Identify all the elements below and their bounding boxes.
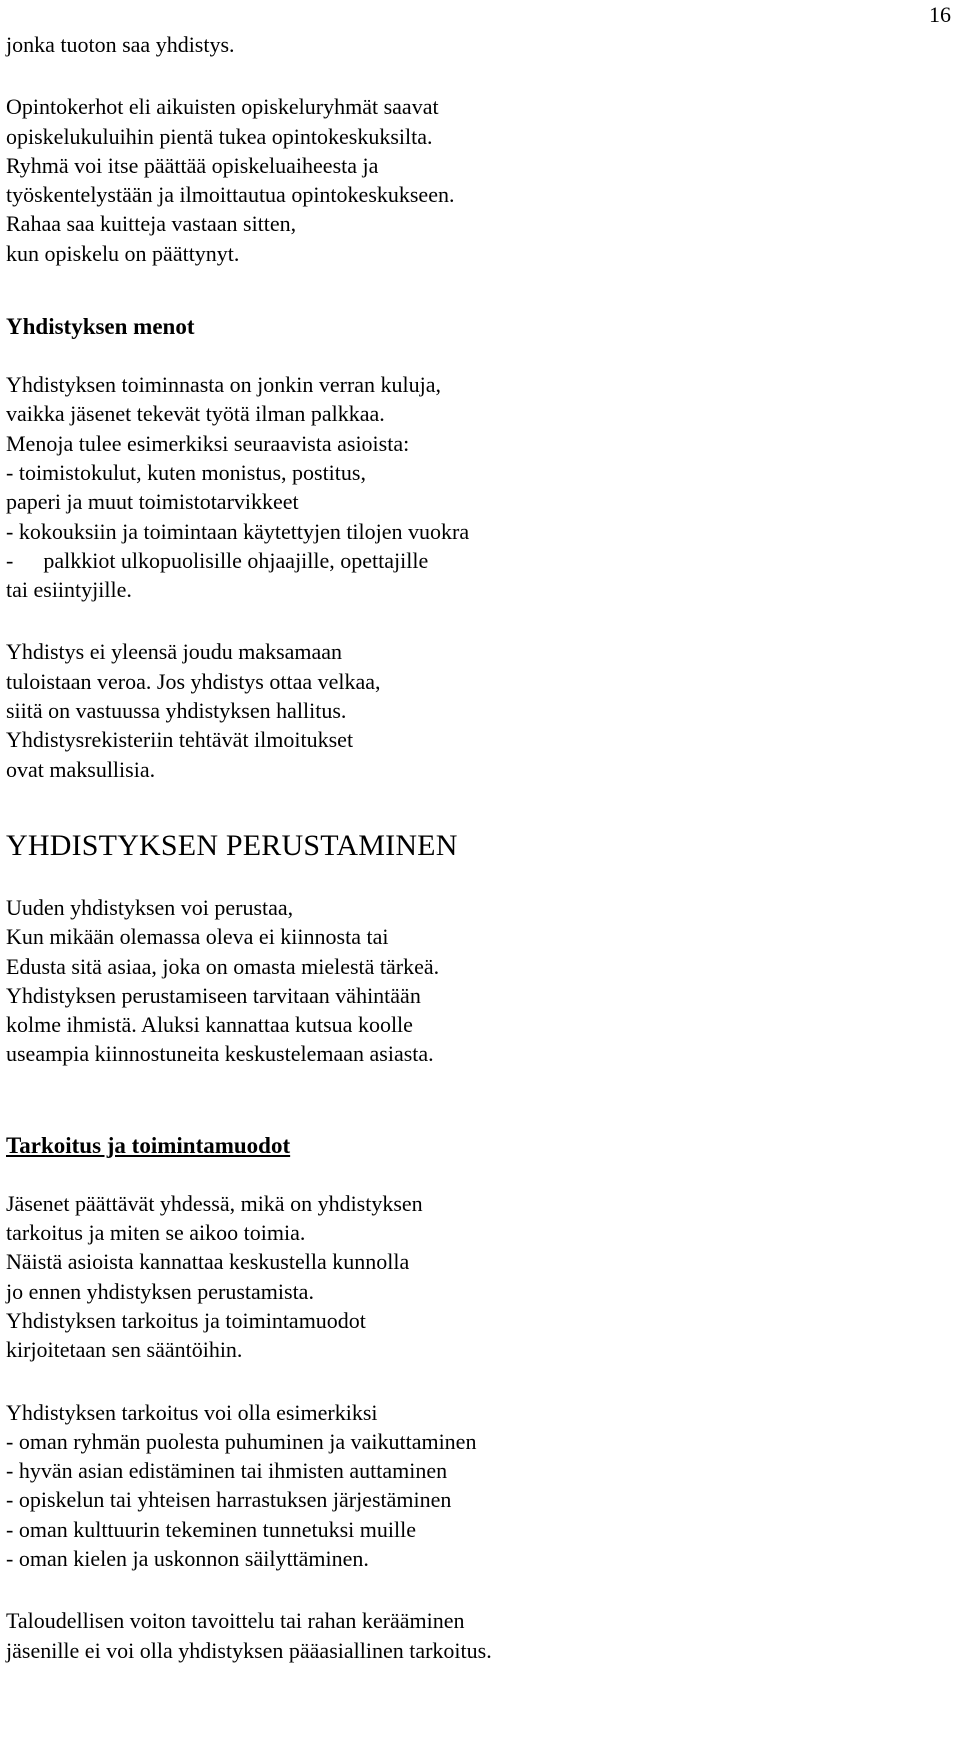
paragraph-line: Yhdistyksen tarkoitus ja toimintamuodot bbox=[6, 1307, 366, 1333]
list-item: - toimistokulut, kuten monistus, postitus, bbox=[6, 459, 366, 485]
paragraph-line: siitä on vastuussa yhdistyksen hallitus. bbox=[6, 698, 347, 724]
founding-paragraph bbox=[6, 893, 936, 1069]
paragraph-line: tarkoitus ja miten se aikoo toimia. bbox=[6, 1220, 306, 1246]
paragraph-line: kolme ihmistä. Aluksi kannattaa kutsua koolle bbox=[6, 1012, 413, 1038]
paragraph-line: Menoja tulee esimerkiksi seuraavista asioista: bbox=[6, 430, 410, 456]
section-heading-purpose: Tarkoitus ja toimintamuodot bbox=[6, 1132, 291, 1158]
paragraph-line: Yhdistysrekisteriin tehtävät ilmoitukset bbox=[6, 727, 354, 753]
paragraph-line: Kun mikään olemassa oleva ei kiinnosta tai bbox=[6, 924, 389, 950]
paragraph-line: työskentelystään ja ilmoittautua opintokeskukseen. bbox=[6, 182, 455, 208]
list-item: - oman kielen ja uskonnon säilyttäminen. bbox=[6, 1545, 369, 1571]
paragraph-line: Jäsenet päättävät yhdessä, mikä on yhdistyksen bbox=[6, 1190, 423, 1216]
paragraph-line: Yhdistyksen tarkoitus voi olla esimerkiksi bbox=[6, 1399, 378, 1425]
list-item: - oman kulttuurin tekeminen tunnetuksi muille bbox=[6, 1516, 416, 1542]
paragraph-line: Taloudellisen voiton tavoittelu tai rahan kerääminen bbox=[6, 1608, 465, 1634]
paragraph-line: Edusta sitä asiaa, joka on omasta mielestä tärkeä. bbox=[6, 953, 440, 979]
paragraph-line: Rahaa saa kuitteja vastaan sitten, bbox=[6, 211, 297, 237]
profit-paragraph bbox=[6, 1606, 936, 1665]
paragraph-line: opiskelukuluihin pientä tukea opintokeskuksilta. bbox=[6, 123, 433, 149]
paragraph-line: useampia kiinnostuneita keskustelemaan asiasta. bbox=[6, 1041, 434, 1067]
expenses-paragraph bbox=[6, 370, 936, 604]
paragraph-line: jo ennen yhdistyksen perustamista. bbox=[6, 1278, 314, 1304]
paragraph-line: Ryhmä voi itse päättää opiskeluaiheesta ja bbox=[6, 152, 379, 178]
paragraph-line: Opintokerhot eli aikuisten opiskeluryhmät saavat bbox=[6, 94, 439, 120]
paragraph-line: tai esiintyjille. bbox=[6, 577, 132, 603]
paragraph-line: vaikka jäsenet tekevät työtä ilman palkkaa. bbox=[6, 401, 385, 427]
list-item bbox=[6, 546, 936, 575]
paragraph-line: kun opiskelu on päättynyt. bbox=[6, 240, 240, 266]
list-item-text: palkkiot ulkopuolisille ohjaajille, opettajille bbox=[43, 547, 429, 573]
page-content bbox=[6, 30, 936, 1665]
examples-list bbox=[6, 1398, 936, 1574]
paragraph-line: kirjoitetaan sen sääntöihin. bbox=[6, 1337, 243, 1363]
paragraph-line: jäsenille ei voi olla yhdistyksen pääasiallinen tarkoitus. bbox=[6, 1637, 492, 1663]
list-item: - opiskelun tai yhteisen harrastuksen järjestäminen bbox=[6, 1487, 452, 1513]
tax-paragraph bbox=[6, 637, 936, 783]
paragraph-line: tuloistaan veroa. Jos yhdistys ottaa velkaa, bbox=[6, 668, 381, 694]
paragraph-line: Näistä asioista kannattaa keskustella kunnolla bbox=[6, 1249, 410, 1275]
list-dash: - bbox=[6, 547, 14, 573]
list-item: - oman ryhmän puolesta puhuminen ja vaikuttaminen bbox=[6, 1428, 477, 1454]
section-heading-expenses: Yhdistyksen menot bbox=[6, 314, 195, 340]
list-item: - hyvän asian edistäminen tai ihmisten auttaminen bbox=[6, 1458, 448, 1484]
paragraph-line: Yhdistys ei yleensä joudu maksamaan bbox=[6, 639, 343, 665]
paragraph-line: jonka tuoton saa yhdistys. bbox=[6, 32, 235, 57]
study-groups-paragraph bbox=[6, 92, 936, 268]
chapter-heading-founding: YHDISTYKSEN PERUSTAMINEN bbox=[6, 828, 458, 862]
page-number: 16 bbox=[929, 2, 951, 27]
paragraph-line: Yhdistyksen toiminnasta on jonkin verran kuluja, bbox=[6, 372, 442, 398]
paragraph-line: Uuden yhdistyksen voi perustaa, bbox=[6, 894, 294, 920]
list-item: - kokouksiin ja toimintaan käytettyjen tilojen vuokra bbox=[6, 518, 470, 544]
paragraph-line: Yhdistyksen perustamiseen tarvitaan vähintään bbox=[6, 982, 421, 1008]
purpose-paragraph bbox=[6, 1189, 936, 1365]
paragraph-line: paperi ja muut toimistotarvikkeet bbox=[6, 489, 299, 515]
paragraph-line: ovat maksullisia. bbox=[6, 756, 156, 782]
